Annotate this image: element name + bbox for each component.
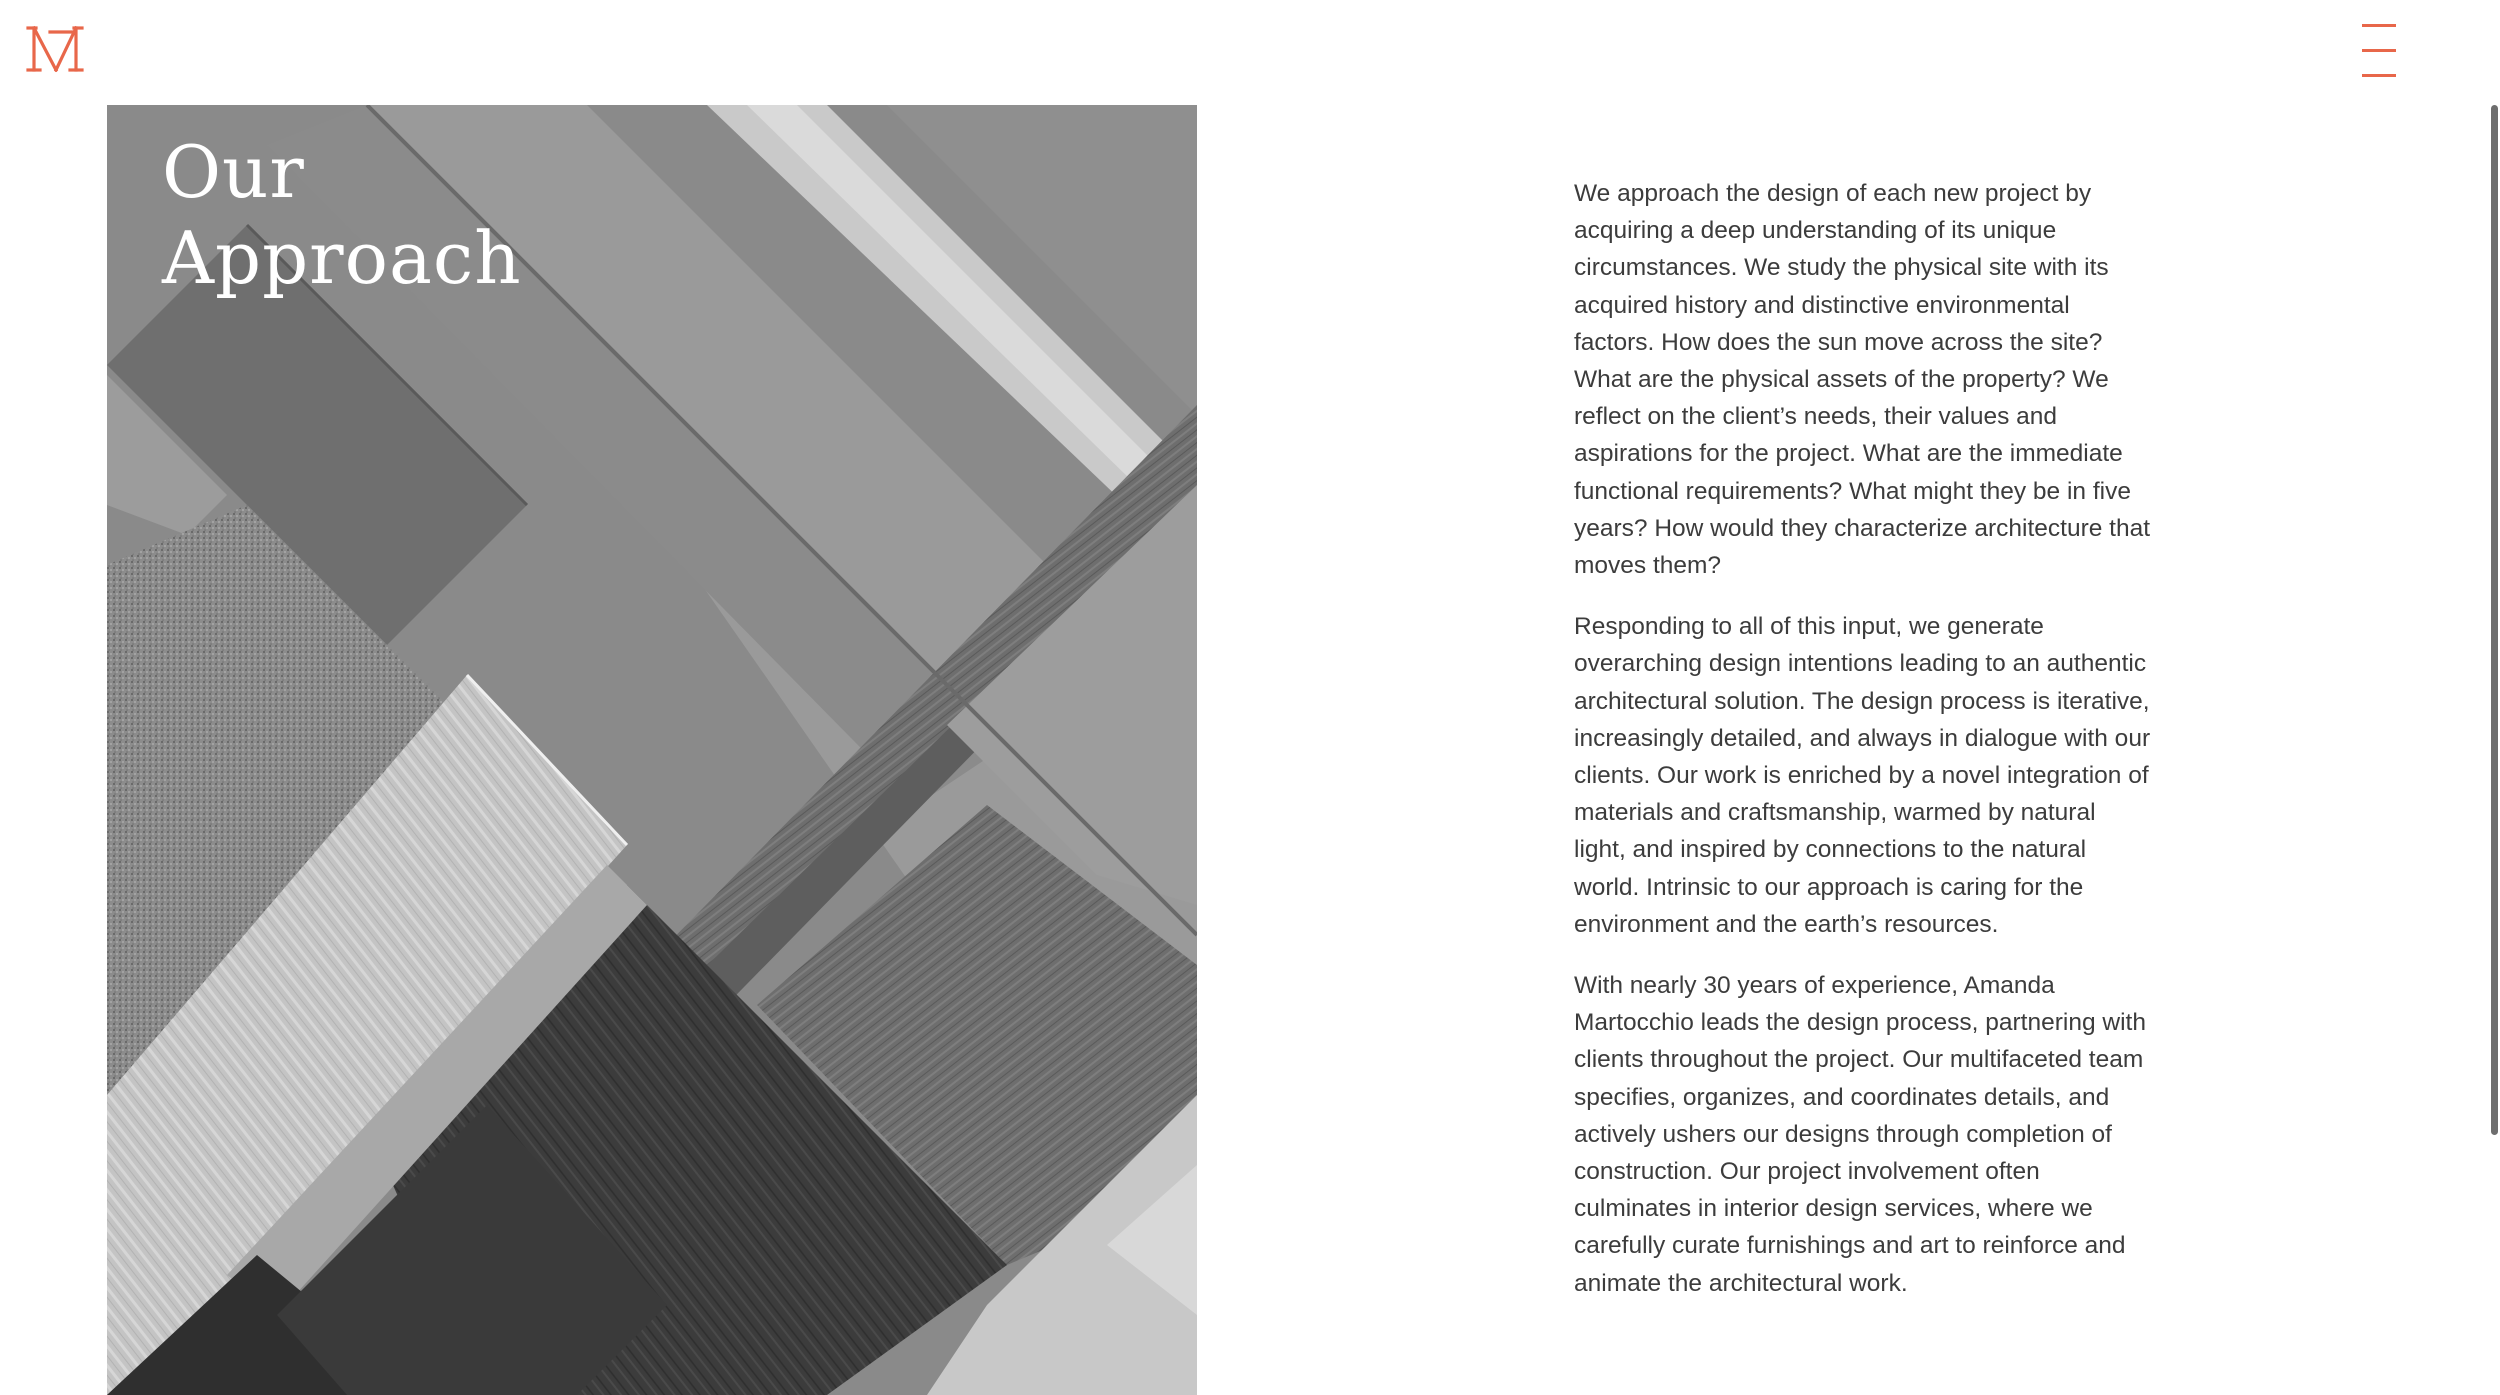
scrollbar-thumb[interactable]: [2491, 105, 2498, 1135]
menu-bar-bottom: [2362, 74, 2396, 77]
page-title-line-2: Approach: [162, 216, 522, 300]
paragraph-2: Responding to all of this input, we generate overarching design intentions leading to an authentic architectural solution. The design process is iterative, increasingly detailed, and always in dialogue with our clients. Our work is enriched by a novel integration of materials and craftsmanship, warmed by natural light, and inspired by connections to the natural world. Intrinsic to our approach is caring for the environment and the earth’s resources.: [1574, 613, 2151, 938]
approach-text: [1574, 175, 2154, 1326]
paragraph-3: With nearly 30 years of experience, Amanda Martocchio leads the design process, partnering with clients throughout the project. Our multifaceted team specifies, organizes, and coordinates details, and actively ushers our designs through completion of construction. Our project involvement often culminates in interior design services, where we carefully curate furnishings and art to reinforce and animate the architectural work.: [1574, 972, 2146, 1297]
scrollbar[interactable]: [2488, 105, 2500, 1395]
page-title-line-1: Our: [162, 130, 305, 214]
hero-image: [107, 105, 1197, 1395]
menu-bar-middle: [2362, 49, 2396, 52]
monogram-logo-icon: [26, 22, 86, 78]
logo[interactable]: [26, 22, 86, 78]
menu-bar-top: [2362, 24, 2396, 27]
paragraph-1: We approach the design of each new project by acquiring a deep understanding of its unique circumstances. We study the physical site with its acquired history and distinctive environmental factors. How does the sun move across the site? What are the physical assets of the property? We reflect on the client’s needs, their values and aspirations for the project. What are the immediate functional requirements? What might they be in five years? How would they characterize architecture that moves them?: [1574, 180, 2151, 580]
page-title: [162, 129, 522, 301]
menu-button[interactable]: [2362, 24, 2396, 80]
